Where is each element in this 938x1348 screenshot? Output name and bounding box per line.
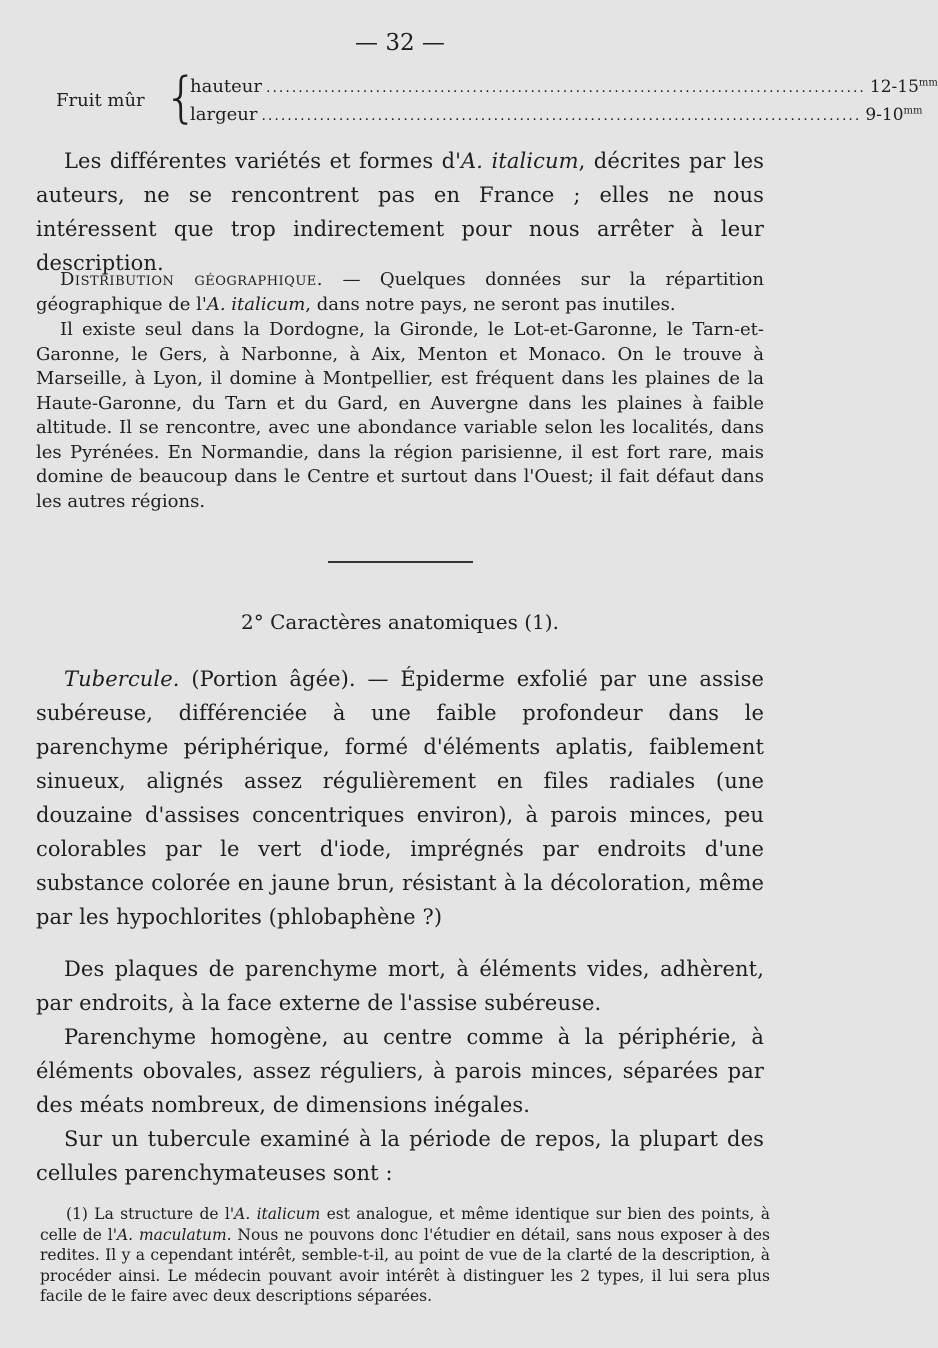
distribution-body: Il existe seul dans la Dordogne, la Gironde, le Lot-et-Garonne, le Tarn-et-Garonne, le Gers, à Narbonne, à Aix, Menton et Monaco. On le trouve à Marseille, à Lyon, il domine à Montpellier, est fréquent dans les plaines de la Haute-Garonne, du Tarn et du Gard, en Auvergne dans les plaines à faible altitude. Il se rencontre, avec une abondance variable selon les localités, dans les Pyrénées. En Normandie, dans la région parisienne, il est fort rare, mais domine de beaucoup dans le Centre et surtout dans l'Ouest; il fait défaut dans les autres régions. <box>36 319 764 512</box>
section-heading: 2° Caractères anatomiques (1). <box>241 610 559 634</box>
repos-paragraph: Sur un tubercule examiné à la période de repos, la plupart des cellules parenchymateuses sont : <box>36 1127 764 1185</box>
dot-leader: ............................................................................................. <box>266 80 866 96</box>
fruit-row-height <box>190 76 938 97</box>
tubercule-paragraph: Tubercule. (Portion âgée). — Épiderme exfolié par une assise subéreuse, différenciée à une faible profondeur dans le parenchyme périphérique, formé d'éléments aplatis, faiblement sinueux, alignés assez régulièrement en files radiales (une douzaine d'assises concentriques environ), à parois minces, peu colorables par le vert d'iode, imprégnés par endroits d'une substance colorée en jaune brun, résistant à la décoloration, même par les hypochlorites (phlobaphène ?) <box>36 667 764 929</box>
tubercule-label: Tubercule. <box>64 667 180 691</box>
section-label: Distribution géographique. <box>60 269 323 290</box>
page-number: — 32 — <box>355 30 445 56</box>
varieties-paragraph: Les différentes variétés et formes d'A. italicum, décrites par les auteurs, ne se rencontrent pas en France ; elles ne nous intéressent que trop indirectement pour nous arrêter à leur description. <box>36 149 764 275</box>
fruit-label: Fruit mûr <box>56 90 145 111</box>
dot-leader: ............................................................................................. <box>261 108 862 124</box>
footnote: (1) La structure de l'A. italicum est analogue, et même identique sur bien des points, à celle de l'A. maculatum. Nous ne pouvons donc l'étudier en détail, sans nous exposer à des redites. Il y a cependant intérêt, semble-t-il, au point de vue de la clarté de la description, à procéder ainsi. Le médecin pouvant avoir intérêt à distinguer les 2 types, il lui sera plus facile de le faire avec deux descriptions séparées. <box>40 1205 770 1305</box>
fruit-row-width <box>190 104 923 125</box>
row-value: $9-10^{mm}$ <box>865 105 923 125</box>
row-value: $12-15^{mm}$ <box>869 77 938 97</box>
parenchyme-paragraph: Parenchyme homogène, au centre comme à la périphérie, à éléments obovales, assez réguliers, à parois minces, séparées par des méats nombreux, de dimensions inégales. <box>36 1025 764 1117</box>
row-label: largeur <box>190 104 258 125</box>
distribution-intro: Distribution géographique. — Quelques données sur la répartition géographique de l'A. italicum, dans notre pays, ne seront pas inutiles. <box>36 269 764 315</box>
plaques-paragraph: Des plaques de parenchyme mort, à éléments vides, adhèrent, par endroits, à la face externe de l'assise subéreuse. <box>36 957 764 1015</box>
row-label: hauteur <box>190 76 262 97</box>
section-divider <box>328 561 473 563</box>
brace-symbol: { <box>164 66 199 129</box>
